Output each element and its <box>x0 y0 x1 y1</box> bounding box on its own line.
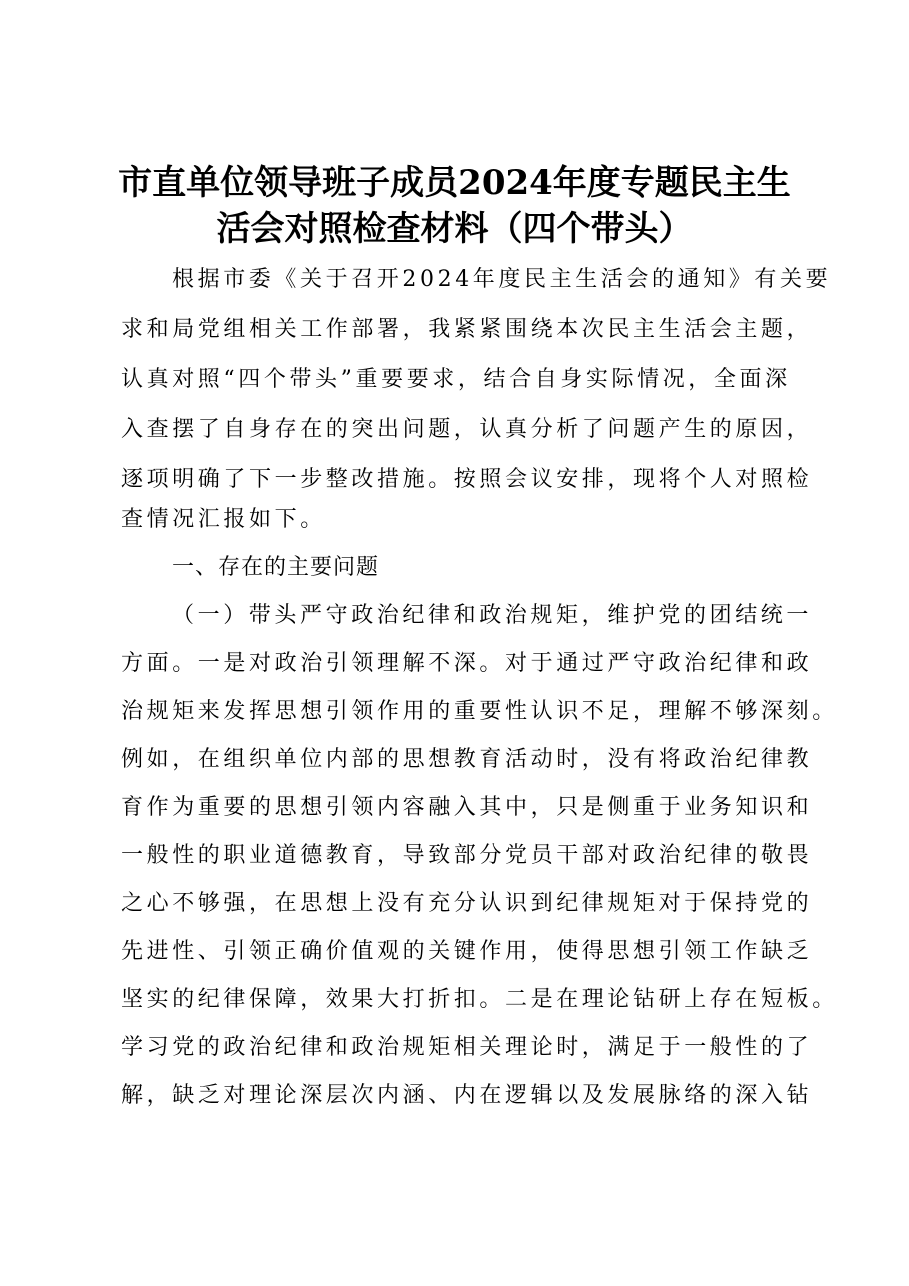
paragraph-line: 查情况汇报如下。 <box>121 507 326 532</box>
paragraph-line: 方面。一是对政治引领理解不深。对于通过严守政治纪律和政 <box>121 651 813 676</box>
paragraph-line: 之心不够强，在思想上没有充分认识到纪律规矩对于保持党的 <box>121 891 813 916</box>
paragraph-line: 根据市委《关于召开2024年度民主生活会的通知》有关要 <box>172 267 832 292</box>
paragraph-line: 例如，在组织单位内部的思想教育活动时，没有将政治纪律教 <box>121 747 813 772</box>
paragraph-line: 逐项明确了下一步整改措施。按照会议安排，现将个人对照检 <box>121 467 813 492</box>
paragraph-line: 入查摆了自身存在的突出问题，认真分析了问题产生的原因， <box>121 417 813 442</box>
paragraph-line: 先进性、引领正确价值观的关键作用，使得思想引领工作缺乏 <box>121 939 813 964</box>
paragraph-line: 学习党的政治纪律和政治规矩相关理论时，满足于一般性的了 <box>121 1035 813 1060</box>
document-title-line-1: 市直单位领导班子成员2024年度专题民主生 <box>118 163 791 203</box>
paragraph-line: （一）带头严守政治纪律和政治规矩，维护党的团结统一 <box>172 603 813 628</box>
paragraph-line: 认真对照“四个带头”重要要求，结合自身实际情况，全面深 <box>121 367 791 392</box>
section-heading: 一、存在的主要问题 <box>172 555 380 580</box>
paragraph-line: 解，缺乏对理论深层次内涵、内在逻辑以及发展脉络的深入钻 <box>121 1083 813 1108</box>
paragraph-line: 治规矩来发挥思想引领作用的重要性认识不足，理解不够深刻。 <box>121 699 838 724</box>
paragraph-line: 坚实的纪律保障，效果大打折扣。二是在理论钻研上存在短板。 <box>121 987 838 1012</box>
paragraph-line: 一般性的职业道德教育，导致部分党员干部对政治纪律的敬畏 <box>121 843 813 868</box>
paragraph-line: 育作为重要的思想引领内容融入其中，只是侧重于业务知识和 <box>121 795 813 820</box>
paragraph-line: 求和局党组相关工作部署，我紧紧围绕本次民主生活会主题， <box>121 317 813 342</box>
document-title-line-2: 活会对照检查材料（四个带头） <box>216 209 693 249</box>
